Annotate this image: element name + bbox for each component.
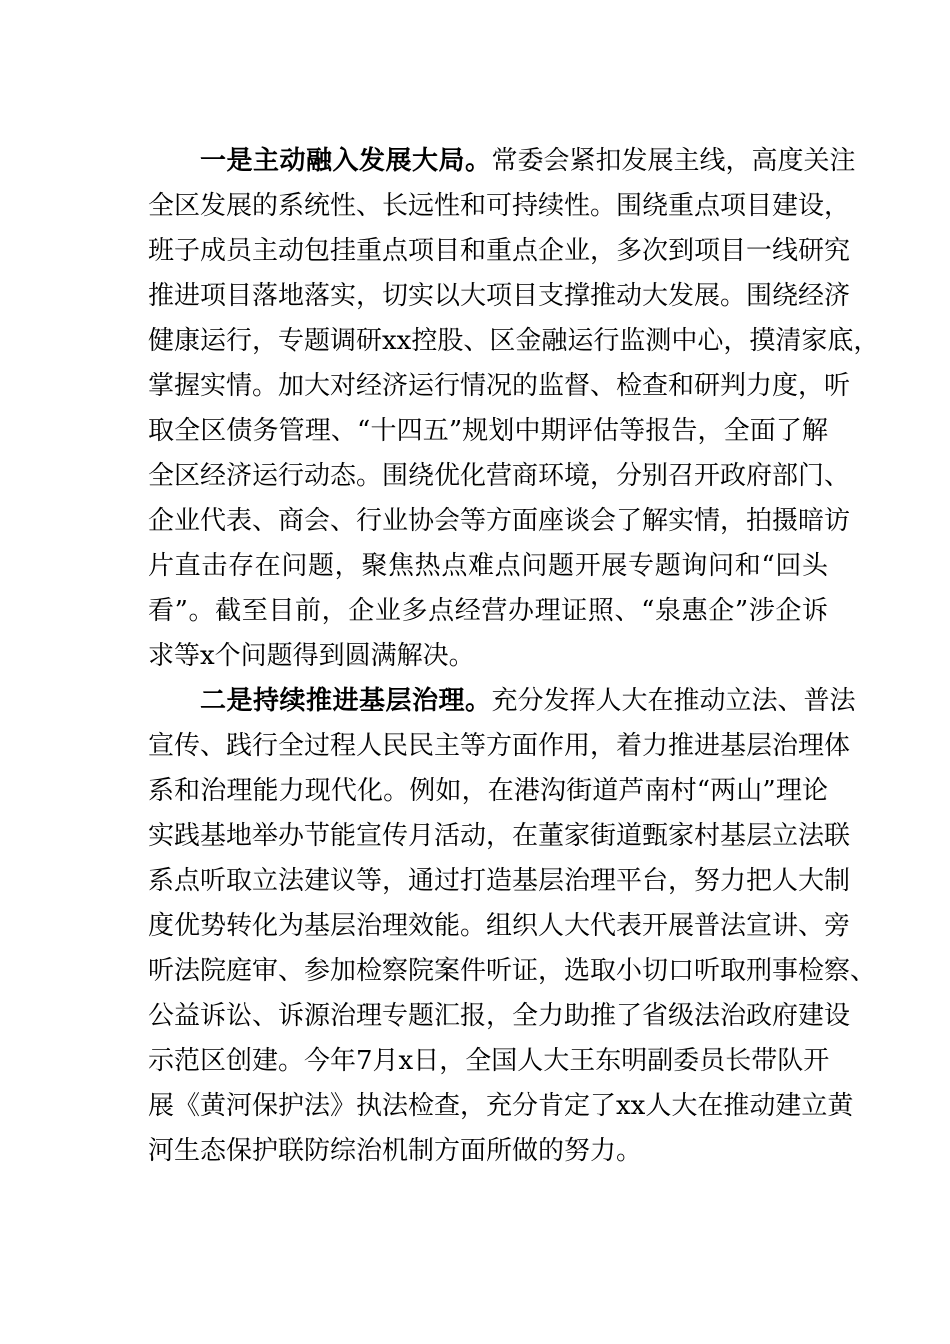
paragraph-1-line-1 <box>200 139 856 183</box>
paragraph-2-line-1 <box>200 679 856 723</box>
paragraph-2-line-9: 示范区创建。今年7月x日，全国人大王东明副委员长带队开 <box>148 1046 830 1076</box>
paragraph-2-line-4: 实践基地举办节能宣传月活动，在董家街道甄家村基层立法联 <box>148 821 851 851</box>
paragraph-1-line-3: 班子成员主动包挂重点项目和重点企业，多次到项目一线研究 <box>148 236 851 266</box>
paragraph-2-line-2: 宣传、践行全过程人民民主等方面作用，着力推进基层治理体 <box>148 731 851 761</box>
paragraph-2-line-3: 系和治理能力现代化。例如，在港沟街道芦南村“两山”理论 <box>148 776 828 806</box>
paragraph-2-line-11: 河生态保护联防综治机制方面所做的努力。 <box>148 1136 643 1166</box>
paragraph-2-line-10: 展《黄河保护法》执法检查，充分肯定了xx人大在推动建立黄 <box>148 1091 854 1121</box>
paragraph-2-lead: 二是持续推进基层治理。 <box>200 686 492 716</box>
paragraph-1-line-2: 全区发展的系统性、长远性和可持续性。围绕重点项目建设， <box>148 191 851 221</box>
paragraph-1-line-1-text: 常委会紧扣发展主线，高度关注 <box>491 146 856 176</box>
paragraph-1-line-12: 求等x个问题得到圆满解决。 <box>148 641 475 671</box>
paragraph-1-line-5: 健康运行，专题调研xx控股、区金融运行监测中心，摸清家底， <box>148 326 880 356</box>
paragraph-1-line-7: 取全区债务管理、“十四五”规划中期评估等报告，全面了解 <box>148 416 828 446</box>
paragraph-1-line-11: 看”。截至目前，企业多点经营办理证照、“泉惠企”涉企诉 <box>148 596 828 626</box>
paragraph-2-line-7: 听法院庭审、参加检察院案件听证，选取小切口听取刑事检察、 <box>148 956 877 986</box>
paragraph-1-line-6: 掌握实情。加大对经济运行情况的监督、检查和研判力度，听 <box>148 371 851 401</box>
paragraph-1-line-10: 片直击存在问题，聚焦热点难点问题开展专题询问和“回头 <box>148 551 828 581</box>
paragraph-2-line-1-text: 充分发挥人大在推动立法、普法 <box>491 686 856 716</box>
paragraph-1-line-8: 全区经济运行动态。围绕优化营商环境，分别召开政府部门、 <box>148 461 851 491</box>
paragraph-1-line-4: 推进项目落地落实，切实以大项目支撑推动大发展。围绕经济 <box>148 281 851 311</box>
paragraph-1-line-9: 企业代表、商会、行业协会等方面座谈会了解实情，拍摄暗访 <box>148 506 851 536</box>
paragraph-2-line-8: 公益诉讼、诉源治理专题汇报，全力助推了省级法治政府建设 <box>148 1001 851 1031</box>
paragraph-1-lead: 一是主动融入发展大局。 <box>200 146 492 176</box>
paragraph-2-line-6: 度优势转化为基层治理效能。组织人大代表开展普法宣讲、旁 <box>148 911 851 941</box>
paragraph-2-line-5: 系点听取立法建议等，通过打造基层治理平台，努力把人大制 <box>148 866 851 896</box>
